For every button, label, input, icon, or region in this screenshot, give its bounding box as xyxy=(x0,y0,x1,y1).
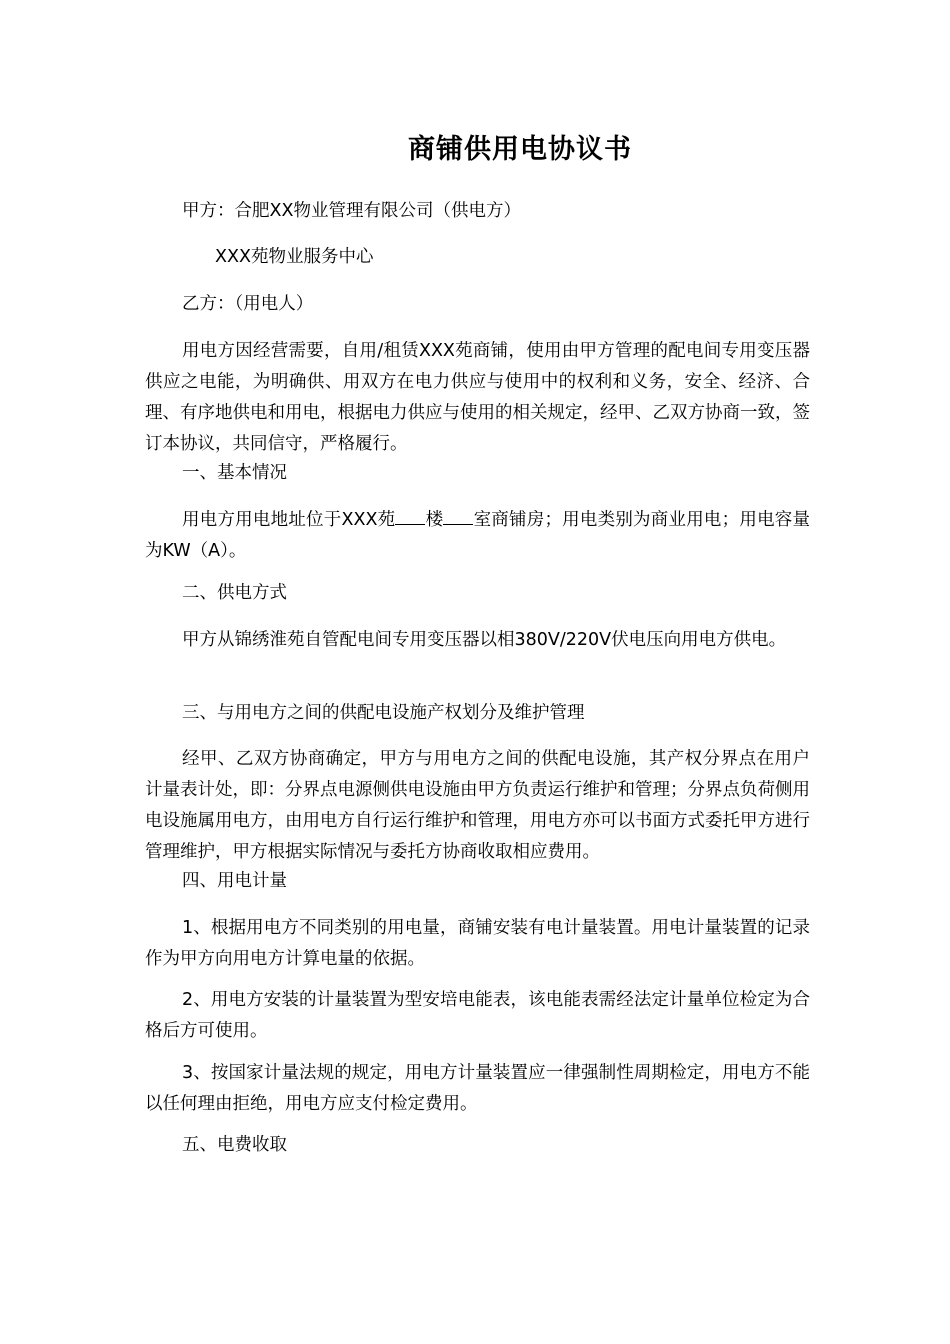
floor-blank xyxy=(395,507,425,525)
section1-body xyxy=(145,505,810,567)
section1-heading: 一、基本情况 xyxy=(182,463,287,483)
party-a-sub-line: XXX苑物业服务中心 xyxy=(215,247,374,267)
section5-heading: 五、电费收取 xyxy=(182,1135,287,1155)
section2-body: 甲方从锦绣淮苑自管配电间专用变压器以相380V/220V伏电压向用电方供电。 xyxy=(182,630,787,650)
party-a-line: 甲方：合肥XX物业管理有限公司（供电方） xyxy=(182,201,521,221)
room-blank xyxy=(443,507,473,525)
section4-heading: 四、用电计量 xyxy=(182,871,287,891)
section3-body: 经甲、乙双方协商确定，甲方与用电方之间的供配电设施，其产权分界点在用户计量表计处，即：分界点电源侧供电设施由甲方负责运行维护和管理；分界点负荷侧用电设施属用电方，由用电方自行运行维护和管理，用电方亦可以书面方式委托甲方进行管理维护，甲方根据实际情况与委托方协商收取相应费用。 xyxy=(145,749,810,862)
section4-item-3: 3、按国家计量法规的规定，用电方计量装置应一律强制性周期检定，用电方不能以任何理由拒绝，用电方应支付检定费用。 xyxy=(145,1063,810,1114)
section2-heading: 二、供电方式 xyxy=(182,583,287,603)
section4-item-1: 1、根据用电方不同类别的用电量，商铺安装有电计量装置。用电计量装置的记录作为甲方向用电方计算电量的依据。 xyxy=(145,918,810,969)
section1-text-part2: 楼 xyxy=(425,510,444,530)
section4-item-2: 2、用电方安装的计量装置为型安培电能表，该电能表需经法定计量单位检定为合格后方可使用。 xyxy=(145,990,810,1041)
section1-text-part3: 室商铺房；用电类别为商业用电；用电容量为KW（A）。 xyxy=(145,510,811,561)
party-b-line: 乙方：（用电人） xyxy=(182,294,314,314)
intro-paragraph: 用电方因经营需要，自用/租赁XXX苑商铺，使用由甲方管理的配电间专用变压器供应之电能，为明确供、用双方在电力供应与使用中的权利和义务，安全、经济、合理、有序地供电和用电，根据电力供应与使用的相关规定，经甲、乙双方协商一致，签订本协议，共同信守，严格履行。 xyxy=(145,341,810,454)
section1-text-part1: 用电方用电地址位于XXX苑 xyxy=(182,510,396,530)
section3-heading: 三、与用电方之间的供配电设施产权划分及维护管理 xyxy=(182,703,585,723)
document-title: 商铺供用电协议书 xyxy=(408,134,632,165)
